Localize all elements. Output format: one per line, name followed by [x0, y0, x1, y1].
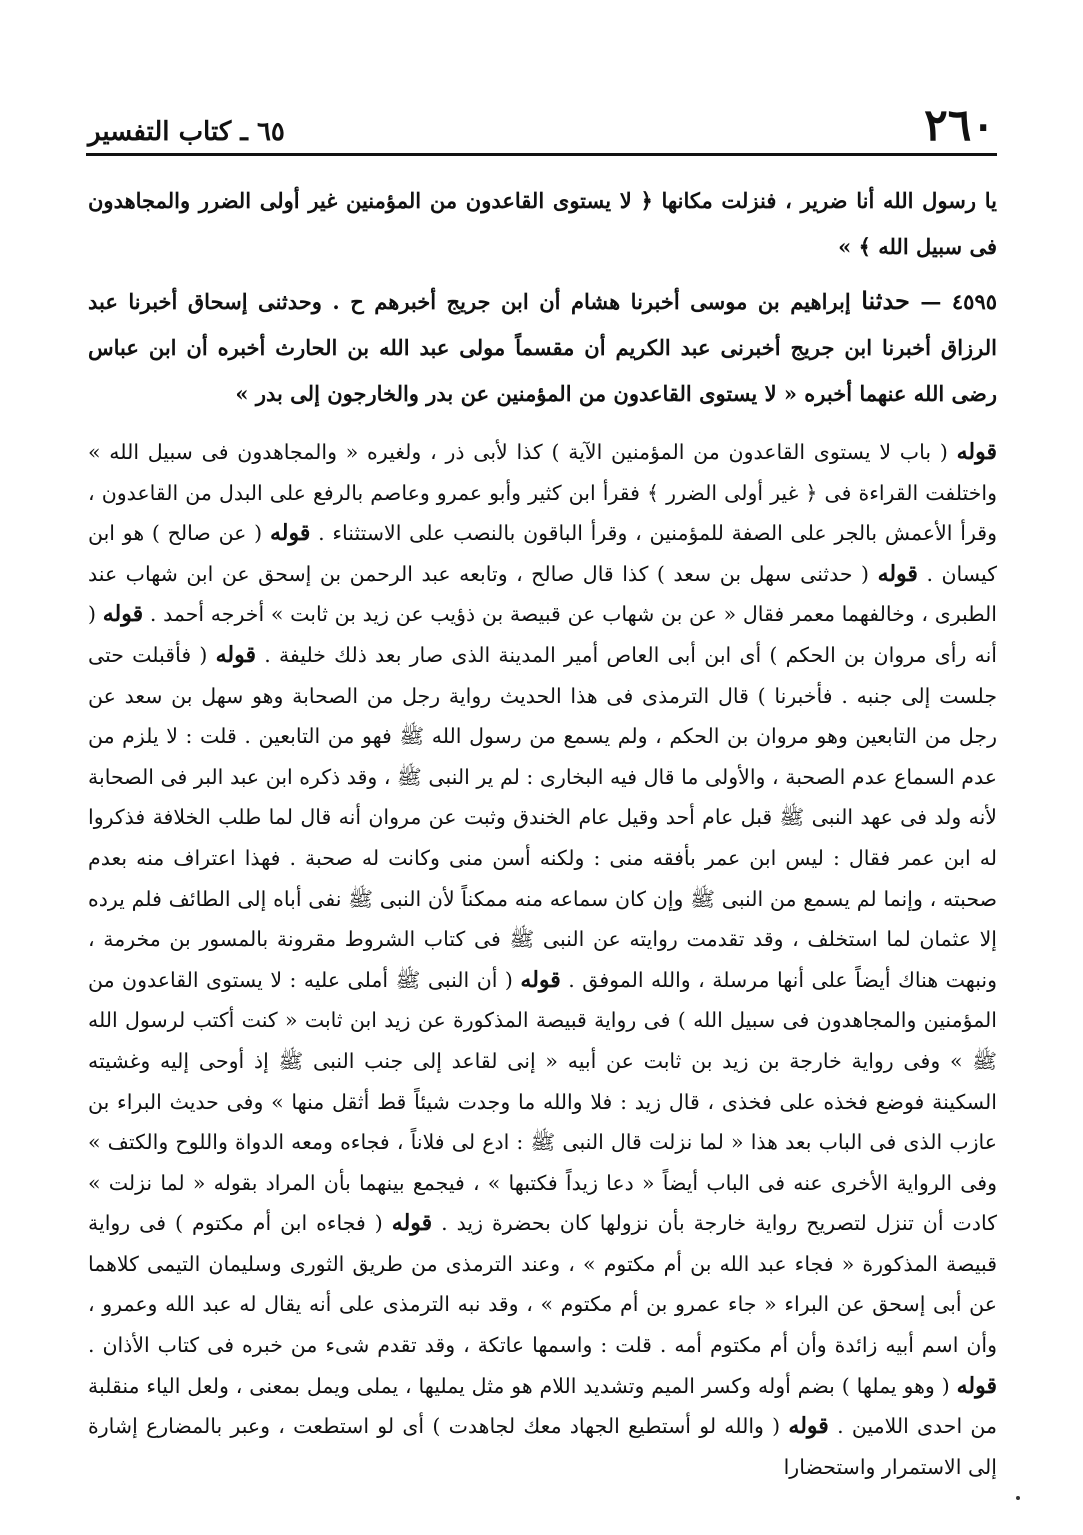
commentary-paragraph [88, 432, 997, 1487]
commentary-lemma: قوله [215, 641, 256, 668]
top-passage-text: يا رسول الله أنا ضرير ، فنزلت مكانها ﴿ لا يستوى القاعدون من المؤمنين غير أولى الضرر والمجاهدون فى سبيل الله ﴾ » [88, 188, 997, 259]
top-passage [88, 178, 997, 270]
commentary-text: ( فجاءه ابن أم مكتوم ) فى رواية قبيصة المذكورة « فجاء عبد الله بن أم مكتوم » ، وعند الترمذى من طريق الثورى وسليمان التيمى كلاهما عن أبى إسحق عن البراء « جاء عمرو بن أم مكتوم » ، وقد نبه الترمذى على أنه يقال له عبد الله وعمرو ، وأن اسم أبيه زائدة وأن أم مكتوم أمه . قلت : واسمها عاتكة ، وقد تقدم شىء من خبره فى كتاب الأذان . [88, 1211, 997, 1358]
hadith-block [88, 278, 997, 417]
commentary-text: ( عن صالح ) هو ابن كيسان . [88, 521, 997, 586]
commentary-text: ( أن النبى ﷺ أملى عليه : لا يستوى القاعدون من المؤمنين والمجاهدون فى سبيل الله ) فى رواية قبيصة المذكورة عن زيد ابن ثابت « كنت أكتب لرسول الله ﷺ » وفى رواية خارجة بن زيد بن ثابت عن أبيه « إنى لقاعد إلى جنب النبى ﷺ إذ أوحى إليه وغشيته السكينة فوضع فخذه على فخذى ، قال زيد : فلا والله ما وجدت شيئاً قط أثقل منها » وفى حديث البراء بن عازب الذى فى الباب بعد هذا « لما نزلت قال النبى ﷺ : ادع لى فلاناً ، فجاءه ومعه الدواة واللوح والكتف » وفى الرواية الأخرى عنه فى الباب أيضاً « دعا زيداً فكتبها » ، فيجمع بينهما بأن المراد بقوله « لما نزلت » كادت أن تنزل لتصريح رواية خارجة بأن نزولها كان بحضرة زيد . [88, 967, 997, 1236]
commentary-lemma: قوله [391, 1210, 433, 1237]
commentary-lemma: قوله [788, 1413, 829, 1440]
commentary-lemma: قوله [956, 1372, 997, 1399]
commentary-text: ( والله لو أستطيع الجهاد معك لجاهدت ) أى لو استطعت ، وعبر بالمضارع إشارة إلى الاستمرار واستحضارا [88, 1414, 997, 1479]
commentary-lemma: قوله [877, 560, 918, 587]
hadith-paragraph: ٤٥٩٥ — حدثنا إبراهيم بن موسى أخبرنا هشام أن ابن جريج أخبرهم ح . وحدثنى إسحاق أخبرنا عبد الرزاق أخبرنا ابن جريج أخبرنى عبد الكريم أن مقسماً مولى عبد الله بن الحارث أخبره أن ابن عباس رضى الله عنهما أخبره « لا يستوى القاعدون من المؤمنين عن بدر والخارجون إلى بدر » [88, 286, 998, 406]
header-rule [86, 153, 997, 156]
commentary-text: ( أنه رأى مروان بن الحكم ) أى ابن أبى العاص أمير المدينة الذى صار بعد ذلك خليفة . [88, 602, 997, 667]
commentary-lemma: قوله [520, 966, 561, 993]
commentary-lemma: قوله [269, 520, 311, 547]
commentary-text: ( وهو يملها ) بضم أوله وكسر الميم وتشديد اللام هو مثل يمليها ، يملى ويمل بمعنى ، ولعل الياء منقلبة من احدى اللامين . [88, 1373, 997, 1439]
hadith-number: ٤٥٩٥ [951, 289, 998, 314]
commentary-lemma: قوله [102, 601, 144, 628]
commentary-text: ( فأقبلت حتى جلست إلى جنبه . فأخبرنا ) قال الترمذى فى هذا الحديث رواية رجل من الصحابة وهو سهل بن سعد عن رجل من التابعين وهو مروان بن الحكم ، ولم يسمع من رسول الله ﷺ فهو من التابعين . قلت : لا يلزم من عدم السماع عدم الصحبة ، والأولى ما قال فيه البخارى : لم ير النبى ﷺ ، وقد ذكره ابن عبد البر فى الصحابة لأنه ولد فى عهد النبى ﷺ قبل عام أحد وقيل عام الخندق وثبت عن مروان أنه قال لما طلب الخلافة فذكروا له ابن عمر فقال : ليس ابن عمر بأفقه منى : ولكنه أسن منى وكانت له صحبة . فهذا اعتراف منه بعدم صحبته ، وإنما لم يسمع من النبى ﷺ وإن كان سماعه منه ممكناً لأن النبى ﷺ نفى أباه إلى الطائف فلم يرده إلا عثمان لما استخلف ، وقد تقدمت روايته عن النبى ﷺ فى كتاب الشروط مقرونة بالمسور بن مخرمة ، ونبهت هناك أيضاً على أنها مرسلة ، والله الموفق . [88, 642, 997, 992]
commentary-text: ( باب لا يستوى القاعدون من المؤمنين الآية ) كذا لأبى ذر ، ولغيره « والمجاهدون فى سبيل الله » واختلفت القراءة فى ﴿ غير أولى الضرر ﴾ فقرأ ابن كثير وأبو عمرو وعاصم بالرفع على البدل من القاعدون ، وقرأ الأعمش بالجر على الصفة للمؤمنين ، وقرأ الباقون بالنصب على الاستثناء . [88, 440, 997, 546]
commentary-text: ( حدثنى سهل بن سعد ) كذا قال صالح ، وتابعه عبد الرحمن بن إسحق عن ابن شهاب عند الطبرى ، وخالفهما معمر فقال « عن بن شهاب عن قبيصة بن ذؤيب عن زيد بن ثابت » أخرجه أحمد . [88, 561, 997, 627]
commentary-lemma: قوله [956, 439, 997, 465]
hadith-text: إبراهيم بن موسى أخبرنا هشام أن ابن جريج أخبرهم ح . وحدثنى إسحاق أخبرنا عبد الرزاق أخبرنا ابن جريج أخبرنى عبد الكريم أن مقسماً مولى عبد الله بن الحارث أخبره أن ابن عباس رضى الله عنهما أخبره « لا يستوى القاعدون من المؤمنين عن بدر والخارجون إلى بدر » [88, 289, 997, 406]
page-header [88, 100, 995, 152]
page-number: ٢٦٠ [924, 100, 995, 151]
running-title: ٦٥ ـ كتاب التفسير [88, 117, 285, 147]
hadith-opening: حدثنا [861, 286, 910, 315]
commentary [88, 432, 997, 1487]
scan-speck [1016, 1496, 1020, 1500]
